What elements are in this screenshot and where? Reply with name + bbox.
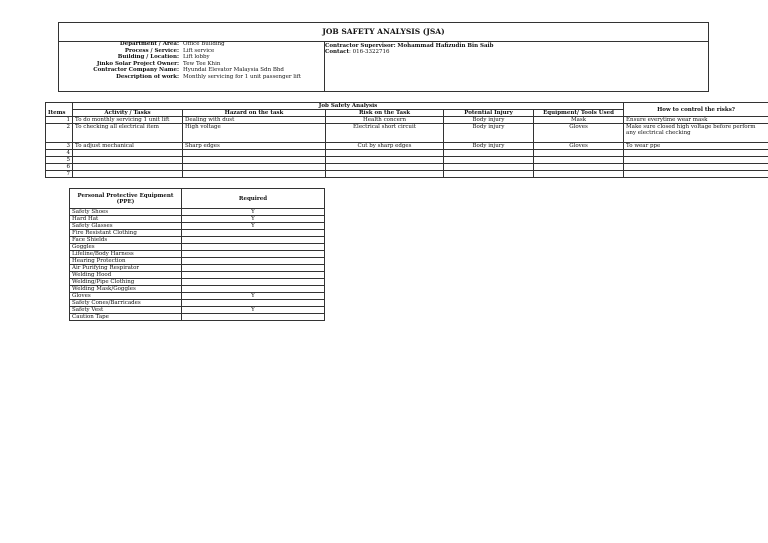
contact-value[interactable]: : 016-3322716 bbox=[349, 49, 390, 55]
ppe-required[interactable] bbox=[182, 258, 325, 265]
hazard-cell[interactable] bbox=[183, 150, 326, 157]
hazard-cell[interactable]: High voltage bbox=[183, 124, 326, 143]
risk-cell[interactable] bbox=[326, 171, 444, 178]
info-label: Description of work: bbox=[116, 73, 179, 80]
ppe-header-line2: (PPE) bbox=[116, 198, 135, 205]
ppe-item: Face Shields bbox=[70, 237, 182, 244]
ppe-header-item bbox=[70, 189, 182, 209]
ppe-item: Welding Mask/Goggles bbox=[70, 286, 182, 293]
ppe-required[interactable] bbox=[182, 286, 325, 293]
ppe-item: Fire Resistant Clothing bbox=[70, 230, 182, 237]
risk-cell[interactable] bbox=[326, 150, 444, 157]
col-header-items: Items bbox=[46, 103, 73, 117]
activity-cell[interactable]: To adjust mechanical bbox=[73, 143, 183, 150]
ppe-item: Goggles bbox=[70, 244, 182, 251]
row-number: 4 bbox=[46, 150, 73, 157]
risk-cell[interactable] bbox=[326, 164, 444, 171]
ppe-item: Caution Tape bbox=[70, 314, 182, 321]
table-row bbox=[46, 150, 768, 157]
ppe-required[interactable]: Y bbox=[182, 293, 325, 300]
ppe-required[interactable] bbox=[182, 279, 325, 286]
info-value[interactable]: Monthly servicing for 1 unit passenger lift bbox=[183, 73, 302, 80]
ppe-required[interactable] bbox=[182, 230, 325, 237]
activity-cell[interactable] bbox=[73, 171, 183, 178]
info-label: Contractor Company Name: bbox=[93, 67, 179, 73]
ppe-item: Hard Hat bbox=[70, 216, 182, 223]
project-info-table bbox=[58, 41, 324, 80]
ppe-required[interactable] bbox=[182, 251, 325, 258]
equipment-cell[interactable] bbox=[534, 164, 624, 171]
control-cell[interactable]: To wear ppe bbox=[624, 143, 768, 150]
row-number: 2 bbox=[46, 124, 73, 143]
equipment-cell[interactable]: Gloves bbox=[534, 143, 624, 150]
hazard-cell[interactable] bbox=[183, 157, 326, 164]
col-header-equipment: Equipment/ Tools Used bbox=[534, 110, 624, 117]
table-row bbox=[46, 171, 768, 178]
table-row bbox=[46, 164, 768, 171]
row-number: 5 bbox=[46, 157, 73, 164]
ppe-row bbox=[70, 244, 325, 251]
ppe-row bbox=[70, 230, 325, 237]
row-number: 1 bbox=[46, 117, 73, 124]
equipment-cell[interactable]: Mask bbox=[534, 117, 624, 124]
ppe-row bbox=[70, 251, 325, 258]
ppe-header-line1: Personal Protective Equipment bbox=[77, 192, 174, 199]
injury-cell[interactable]: Body injury bbox=[444, 124, 534, 143]
col-header-risk: Risk on the Task bbox=[326, 110, 444, 117]
col-header-activity: Activity / Tasks bbox=[73, 110, 183, 117]
info-row bbox=[58, 74, 324, 81]
injury-cell[interactable] bbox=[444, 164, 534, 171]
ppe-required[interactable] bbox=[182, 300, 325, 307]
risk-cell[interactable]: Health concern bbox=[326, 117, 444, 124]
equipment-cell[interactable] bbox=[534, 150, 624, 157]
control-cell[interactable] bbox=[624, 171, 768, 178]
risk-cell[interactable]: Electrical short circuit bbox=[326, 124, 444, 143]
ppe-required[interactable] bbox=[182, 244, 325, 251]
info-label: Building / Location: bbox=[117, 54, 179, 60]
info-value[interactable]: Tew Tee Khin bbox=[183, 60, 221, 67]
ppe-row bbox=[70, 300, 325, 307]
col-header-hazard: Hazard on the task bbox=[183, 110, 326, 117]
info-value[interactable]: Lift lobby bbox=[183, 54, 210, 60]
ppe-required[interactable]: Y bbox=[182, 223, 325, 230]
ppe-row bbox=[70, 223, 325, 230]
supervisor-value[interactable]: Mohammad Hafizudin Bin Saib bbox=[397, 43, 494, 49]
row-number: 6 bbox=[46, 164, 73, 171]
table-row bbox=[46, 124, 768, 143]
ppe-row bbox=[70, 209, 325, 216]
ppe-row bbox=[70, 272, 325, 279]
ppe-table bbox=[69, 188, 325, 321]
ppe-required[interactable]: Y bbox=[182, 307, 325, 314]
jsa-table bbox=[45, 102, 768, 178]
equipment-cell[interactable] bbox=[534, 171, 624, 178]
control-cell[interactable]: Make sure closed high voltage before perform any electrical checking bbox=[624, 124, 768, 143]
table-row bbox=[46, 157, 768, 164]
ppe-item: Welding Hood bbox=[70, 272, 182, 279]
control-cell[interactable]: Ensure everytime wear mask bbox=[624, 117, 768, 124]
ppe-required[interactable] bbox=[182, 272, 325, 279]
injury-cell[interactable] bbox=[444, 171, 534, 178]
injury-cell[interactable] bbox=[444, 157, 534, 164]
ppe-item: Welding/Pipe Clothing bbox=[70, 279, 182, 286]
injury-cell[interactable] bbox=[444, 150, 534, 157]
ppe-required[interactable] bbox=[182, 237, 325, 244]
table-row bbox=[46, 143, 768, 150]
ppe-item: Gloves bbox=[70, 293, 182, 300]
equipment-cell[interactable]: Gloves bbox=[534, 124, 624, 143]
ppe-row bbox=[70, 286, 325, 293]
ppe-row bbox=[70, 258, 325, 265]
ppe-required[interactable]: Y bbox=[182, 209, 325, 216]
ppe-item: Hearing Protection bbox=[70, 258, 182, 265]
ppe-item: Safety Vest bbox=[70, 307, 182, 314]
info-value[interactable]: Lift service bbox=[183, 47, 215, 54]
col-header-injury: Potential Injury bbox=[444, 110, 534, 117]
ppe-row bbox=[70, 314, 325, 321]
info-label: Process / Service: bbox=[124, 47, 179, 54]
activity-cell[interactable] bbox=[73, 157, 183, 164]
activity-cell[interactable]: To do monthly servicing 1 unit lift bbox=[73, 117, 183, 124]
ppe-row bbox=[70, 237, 325, 244]
ppe-item: Air Purifying Respirator bbox=[70, 265, 182, 272]
hazard-cell[interactable] bbox=[183, 164, 326, 171]
activity-cell[interactable]: To checking all electrical item bbox=[73, 124, 183, 143]
info-value[interactable]: Office Building bbox=[183, 41, 225, 47]
hazard-cell[interactable]: Dealing with dust bbox=[183, 117, 326, 124]
info-value[interactable]: Hyundai Elevator Malaysia Sdn Bhd bbox=[183, 67, 284, 73]
control-cell[interactable] bbox=[624, 150, 768, 157]
info-label: Department / Area: bbox=[119, 41, 179, 47]
ppe-row bbox=[70, 307, 325, 314]
risk-cell[interactable] bbox=[326, 157, 444, 164]
ppe-required[interactable] bbox=[182, 314, 325, 321]
info-label: Jinko Solar Project Owner: bbox=[96, 60, 179, 67]
col-header-control: How to control the risks? bbox=[624, 103, 768, 117]
document-title: JOB SAFETY ANALYSIS (JSA) bbox=[322, 27, 445, 36]
table-row bbox=[46, 117, 768, 124]
injury-cell[interactable]: Body injury bbox=[444, 143, 534, 150]
ppe-row bbox=[70, 279, 325, 286]
row-number: 7 bbox=[46, 171, 73, 178]
ppe-row bbox=[70, 216, 325, 223]
row-number: 3 bbox=[46, 143, 73, 150]
ppe-required[interactable]: Y bbox=[182, 216, 325, 223]
jsa-section-title: Job Safety Analysis bbox=[73, 103, 624, 110]
ppe-item: Lifeline/Body Harness bbox=[70, 251, 182, 258]
ppe-item: Safety Cones/Barricades bbox=[70, 300, 182, 307]
contractor-info bbox=[325, 43, 494, 55]
control-cell[interactable] bbox=[624, 164, 768, 171]
ppe-header-required: Required bbox=[182, 189, 325, 209]
ppe-required[interactable] bbox=[182, 265, 325, 272]
ppe-row bbox=[70, 293, 325, 300]
control-cell[interactable] bbox=[624, 157, 768, 164]
ppe-item: Safety Shoes bbox=[70, 209, 182, 216]
equipment-cell[interactable] bbox=[534, 157, 624, 164]
activity-cell[interactable] bbox=[73, 164, 183, 171]
hazard-cell[interactable] bbox=[183, 171, 326, 178]
hazard-cell[interactable]: Sharp edges bbox=[183, 143, 326, 150]
ppe-row bbox=[70, 265, 325, 272]
injury-cell[interactable]: Body injury bbox=[444, 117, 534, 124]
risk-cell[interactable]: Cut by sharp edges bbox=[326, 143, 444, 150]
ppe-item: Safety Glasses bbox=[70, 223, 182, 230]
contact-label: Contact bbox=[325, 49, 350, 55]
supervisor-label: Contractor Supervisor: bbox=[325, 43, 396, 49]
activity-cell[interactable] bbox=[73, 150, 183, 157]
